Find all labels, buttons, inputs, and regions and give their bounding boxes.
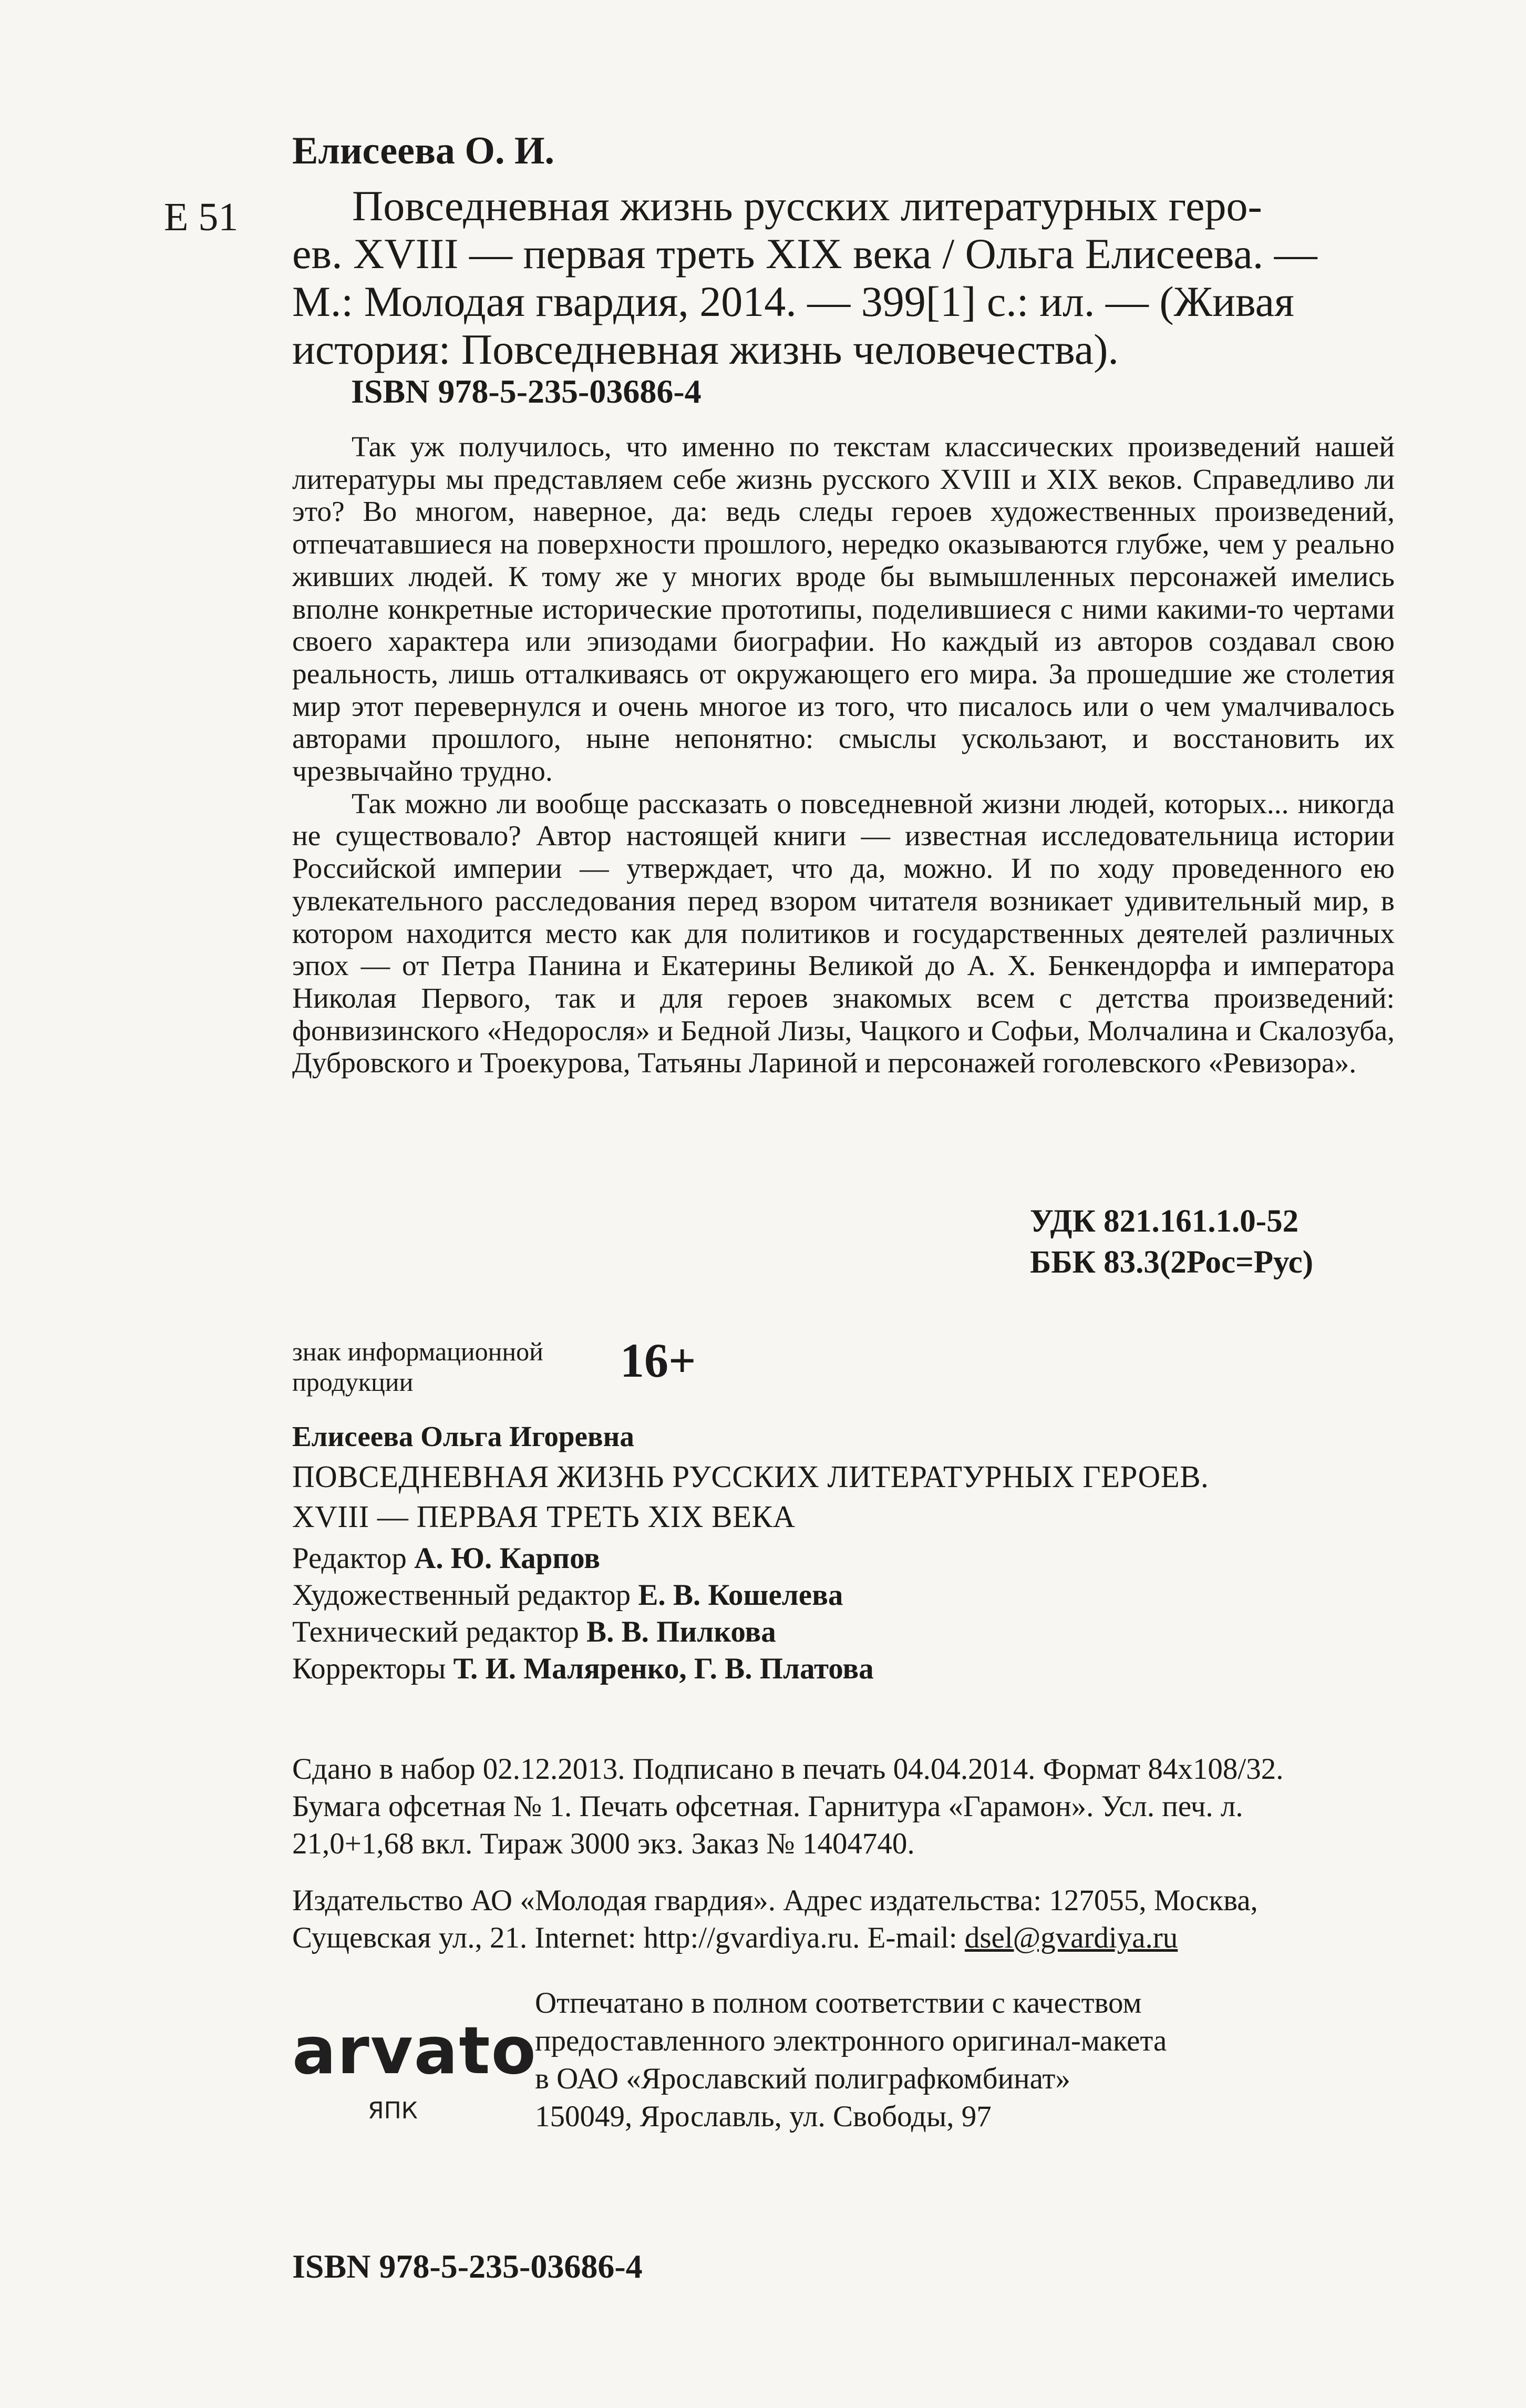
publisher-info	[292, 1882, 1396, 1956]
print-info-line: Сдано в набор 02.12.2013. Подписано в печать 04.04.2014. Формат 84x108/32.	[292, 1753, 1284, 1786]
arvato-logo: arvato	[292, 2013, 537, 2089]
credit-role: Редактор	[292, 1542, 415, 1575]
publisher-address: Сущевская ул., 21. Internet: http://gvardiya.ru. E-mail:	[292, 1921, 965, 1954]
credit-line	[292, 1651, 874, 1687]
isbn-top: ISBN 978-5-235-03686-4	[351, 373, 702, 410]
biblio-line: Повседневная жизнь русских литературных геро-	[352, 182, 1262, 230]
imprint-title: ПОВСЕДНЕВНАЯ ЖИЗНЬ РУССКИХ ЛИТЕРАТУРНЫХ ГЕРОЕВ.	[292, 1459, 1209, 1494]
print-info-line: 21,0+1,68 вкл. Тираж 3000 экз. Заказ № 1404740.	[292, 1827, 915, 1860]
credit-role: Корректоры	[292, 1652, 453, 1685]
printer-info	[535, 1984, 1167, 2136]
credit-name: Т. И. Маляренко, Г. В. Платова	[453, 1652, 874, 1685]
annotation-paragraph: Так уж получилось, что именно по текстам классических произведений нашей литературы мы представляем себе жизнь русского XVIII и XIX веков. Справедливо ли это? Во многом, наверное, да: ведь следы героев художественных произведений, отпечатавшиеся на поверхности прошлого, нередко оказываются глубже, чем у реально живших людей. К тому же у многих вроде бы вымышленных персонажей имелись вполне конкретные исторические прототипы, поделившиеся с ними какими-то чертами своего характера или эпизодами биографии. Но каждый из авторов создавал свою реальность, лишь отталкиваясь от окружающего его мира. За прошедшие же столетия мир этот перевернулся и очень многое из того, что писалось или о чем умалчивалось авторами прошлого, ныне непонятно: смыслы ускользают, и восстановить их чрезвычайно трудно.	[292, 431, 1395, 788]
biblio-line: история: Повседневная жизнь человечества).	[292, 325, 1119, 373]
annotation	[292, 431, 1395, 1080]
print-info-line: Бумага офсетная № 1. Печать офсетная. Гарнитура «Гарамон». Усл. печ. л.	[292, 1790, 1243, 1823]
credit-name: В. В. Пилкова	[586, 1615, 776, 1648]
bbk-index: Е 51	[164, 195, 239, 239]
credit-name: А. Ю. Карпов	[414, 1542, 600, 1575]
info-sign-label-line: продукции	[292, 1367, 414, 1397]
credit-role: Художественный редактор	[292, 1579, 638, 1612]
imprint-title: XVIII — ПЕРВАЯ ТРЕТЬ XIX ВЕКА	[292, 1499, 796, 1534]
print-info	[292, 1750, 1396, 1862]
credit-line	[292, 1540, 874, 1577]
bbk-code: ББК 83.3(2Рос=Рус)	[1030, 1245, 1314, 1280]
age-rating: 16+	[620, 1334, 696, 1387]
publisher-line: Издательство АО «Молодая гвардия». Адрес издательства: 127055, Москва,	[292, 1884, 1258, 1917]
annotation-paragraph: Так можно ли вообще рассказать о повседневной жизни людей, которых... никогда не существовало? Автор настоящей книги — известная исследовательница истории Российской империи — утверждает, что да, можно. И по ходу проведенного ею увлекательного расследования перед взором читателя возникает удивительный мир, в котором находится место как для политиков и государственных деятелей различных эпох — от Петра Панина и Екатерины Великой до А. Х. Бенкендорфа и императора Николая Первого, так и для героев знакомых всем с детства произведений: фонвизинского «Недоросля» и Бедной Лизы, Чацкого и Софьи, Молчалина и Скалозуба, Дубровского и Троекурова, Татьяны Лариной и персонажей гоголевского «Ревизора».	[292, 787, 1395, 1080]
imprint-author: Елисеева Ольга Игоревна	[292, 1420, 634, 1452]
printer-line: 150049, Ярославль, ул. Свободы, 97	[535, 2100, 992, 2133]
arvato-logo-sub: ЯПК	[368, 2097, 418, 2124]
credits	[292, 1540, 874, 1687]
printer-line: в ОАО «Ярославский полиграфкомбинат»	[535, 2062, 1070, 2095]
info-sign-label	[292, 1336, 543, 1397]
bibliographic-record	[292, 182, 1396, 373]
credit-role: Технический редактор	[292, 1615, 587, 1648]
imprint	[292, 1417, 1448, 1536]
credit-name: Е. В. Кошелева	[638, 1579, 843, 1612]
credit-line	[292, 1614, 874, 1651]
info-sign-label-line: знак информационной	[292, 1337, 543, 1366]
publisher-email: dsel@gvardiya.ru	[964, 1921, 1178, 1954]
printer-line: Отпечатано в полном соответствии с качеством	[535, 1986, 1142, 2020]
classification-codes	[1030, 1201, 1313, 1283]
udk-code: УДК 821.161.1.0-52	[1030, 1204, 1299, 1239]
publisher-line	[292, 1919, 1396, 1956]
biblio-line: М.: Молодая гвардия, 2014. — 399[1] с.: ил. — (Живая	[292, 278, 1294, 325]
biblio-line: ев. XVIII — первая треть XIX века / Ольга Елисеева. —	[292, 230, 1317, 278]
printer-line: предоставленного электронного оригинал-макета	[535, 2024, 1167, 2057]
author-heading: Елисеева О. И.	[292, 129, 555, 172]
credit-line	[292, 1577, 874, 1614]
isbn-bottom: ISBN 978-5-235-03686-4	[292, 2248, 643, 2285]
